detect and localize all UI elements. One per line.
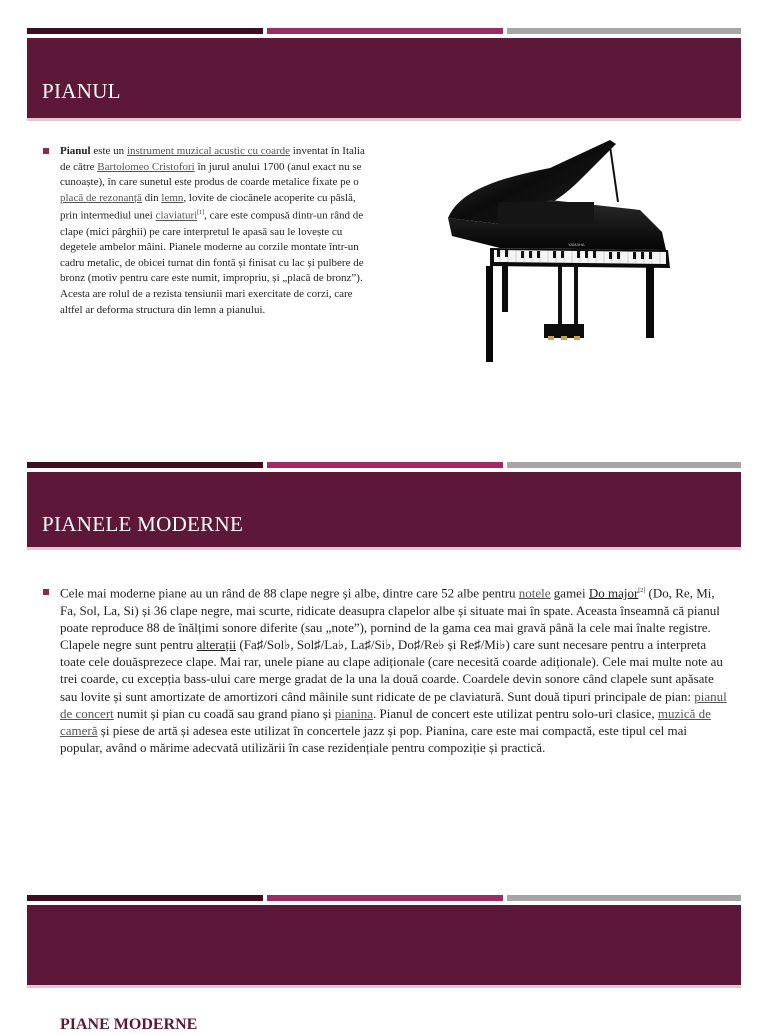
link-instrument[interactable]: instrument muzical acustic cu coarde (126, 145, 291, 157)
link-pianina[interactable]: pianina (334, 705, 373, 721)
link-claviaturi[interactable]: claviaturi (155, 210, 198, 223)
slide-1-title: PIANUL (42, 79, 121, 103)
bold-term: Pianul (60, 145, 91, 157)
slide-3-accent-bars (27, 895, 741, 901)
link-cristofori[interactable]: Bartolomeo Cristofori (97, 160, 195, 173)
link-alteratii[interactable]: alterații (196, 636, 237, 652)
slide-1-paragraph: Pianul este un instrument muzical acustic cu coarde inventat în Italia de către Bartolomeo Cristofori în jurul anului 1700 (anul exact nu se cunoaște), în care sunetul este produs de coarde metalice fixate pe o placă de rezonanță din lemn, lovite de ciocănele acoperite cu pâslă, prin intermediul unei claviaturi[1], care este compusă dintr-un rând de clape (mici pârghii) pe care interpretul le apasă sau le lovește cu degetele ambelor mâini. Pianele moderne au corzile montate într-un cadru metalic, de obicei turnat din fontă și finisat cu lac și pulbere de bronz (motiv pentru care este numit, impropriu, și „placă de bronz”). Acesta are rolul de a rezista tensiunii mari exercitate de corzi, care altfel ar deforma structura din lemn a pianului. (60, 145, 365, 316)
link-notele[interactable]: notele (518, 585, 551, 601)
link-muzica-de-camera[interactable]: muzică de cameră (60, 705, 711, 738)
slide-2-title: PIANELE MODERNE (42, 512, 244, 536)
brand-label: YAMAHA (568, 242, 585, 247)
slide-2-paragraph: Cele mai moderne piane au un rând de 88 clape negre și albe, dintre care 52 albe pentru notele gamei Do major[2] (Do, Re, Mi, Fa, Sol, La, Si) și 36 clape negre, mai scurte, ridicate deasupra clapelor albe și situate mai în spate. Aceasta înseamnă că pianul poate reproduce 88 de înălțimi sonore diferite (sau „note”), pornind de la gama cea mai gravă până la cele mai înalte registre. Clapele negre sunt pentru alterații (Fa♯/Sol♭, Sol♯/La♭, La♯/Si♭, Do♯/Re♭ și Re♯/Mi♭) care sunt necesare pentru a interpreta toate cele douăsprezece clape. Mai rar, unele piane au clape adiționale (care necesită coarde adiționale). Cele mai multe note au trei coarde, cu excepția bass-ului care merge gradat de la una la două coarde. Coardele devin sonore când clapele sunt apăsate sau lovite și sunt amortizate de amortizori când mâinile sunt ridicate de pe claviatură. Sunt două tipuri principale de pian: pianul de concert numit și pian cu coadă sau grand piano și pianina. Pianul de concert este utilizat pentru solo-uri clasice, muzică de cameră și piese de artă și adesea este utilizat în concertele jazz și pop. Pianina, care este mai compactă, este tipul cel mai popular, având o mărime adecvată utilizării în case rezidențiale pentru compoziție și practică. (60, 585, 727, 756)
link-lemn[interactable]: lemn (161, 191, 184, 204)
slide-3-title-banner (27, 905, 741, 988)
slide-3-cut-heading: PIANE MODERNE (60, 1016, 198, 1033)
ref-2[interactable]: [2] (638, 588, 646, 594)
link-do-major[interactable]: Do major (588, 585, 639, 601)
link-pianul-de-concert[interactable]: pianul de concert (60, 688, 727, 721)
link-placa-rezonanta[interactable]: placă de rezonanță (60, 191, 142, 204)
ref-1[interactable]: [1] (197, 210, 205, 217)
